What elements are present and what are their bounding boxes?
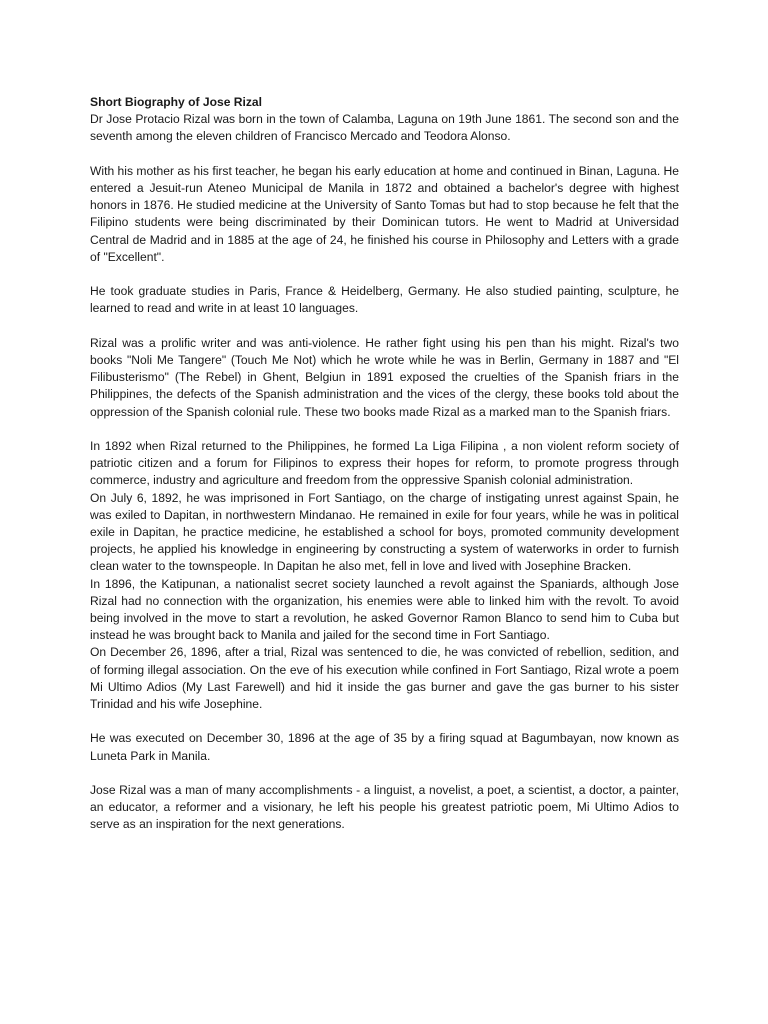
paragraph-birth: Dr Jose Protacio Rizal was born in the town of Calamba, Laguna on 19th June 1861. The second son and the seventh among the eleven children of Francisco Mercado and Teodora Alonso. xyxy=(90,112,679,144)
paragraph-trial: On December 26, 1896, after a trial, Rizal was sentenced to die, he was convicted of rebellion, sedition, and of forming illegal association. On the eve of his execution while confined in Fort Santiago, Rizal wrote a poem Mi Ultimo Adios (My Last Farewell) and hid it inside the gas burner and gave the gas burner to his sister Trinidad and his wife Josephine. xyxy=(90,645,679,712)
paragraph-katipunan: In 1896, the Katipunan, a nationalist secret society launched a revolt against the Spaniards, although Jose Rizal had no connection with the organization, his enemies were able to linked him with the revolt. To avoid being involved in the move to start a revolution, he asked Governor Ramon Blanco to send him to Cuba but instead he was brought back to Manila and jailed for the second time in Fort Santiago. xyxy=(90,576,679,643)
document-page xyxy=(90,94,679,834)
paragraph-education: With his mother as his first teacher, he began his early education at home and continued in Binan, Laguna. He entered a Jesuit-run Ateneo Municipal de Manila in 1872 and obtained a bachelor's degree with highest honors in 1876. He studied medicine at the University of Santo Tomas but had to stop because he felt that the Filipino students were being discriminated by their Dominican tutors. He went to Madrid at Universidad Central de Madrid and in 1885 at the age of 24, he finished his course in Philosophy and Letters with a grade of "Excellent". xyxy=(90,163,679,264)
document-title: Short Biography of Jose Rizal xyxy=(90,95,263,109)
paragraph-graduate-studies: He took graduate studies in Paris, France & Heidelberg, Germany. He also studied painting, sculpture, he learned to read and write in at least 10 languages. xyxy=(90,284,679,316)
paragraph-legacy: Jose Rizal was a man of many accomplishments - a linguist, a novelist, a poet, a scientist, a doctor, a painter, an educator, a reformer and a visionary, he left his people his greatest patriotic poem, Mi Ultimo Adios to serve as an inspiration for the next generations. xyxy=(90,783,679,832)
paragraph-execution: He was executed on December 30, 1896 at the age of 35 by a firing squad at Bagumbayan, now known as Luneta Park in Manila. xyxy=(90,731,679,763)
paragraph-la-liga-filipina: In 1892 when Rizal returned to the Philippines, he formed La Liga Filipina , a non violent reform society of patriotic citizen and a forum for Filipinos to express their hopes for reform, to promote progress through commerce, industry and agriculture and freedom from the oppressive Spanish colonial administration. xyxy=(90,439,679,488)
paragraph-exile: On July 6, 1892, he was imprisoned in Fort Santiago, on the charge of instigating unrest against Spain, he was exiled to Dapitan, in northwestern Mindanao. He remained in exile for four years, while he was in political exile in Dapitan, he practice medicine, he established a school for boys, promoted community development projects, he applied his knowledge in engineering by constructing a system of waterworks in order to furnish clean water to the townspeople. In Dapitan he also met, fell in love and lived with Josephine Bracken. xyxy=(90,490,679,574)
paragraph-writings: Rizal was a prolific writer and was anti-violence. He rather fight using his pen than his might. Rizal's two books "Noli Me Tangere" (Touch Me Not) which he wrote while he was in Berlin, Germany in 1887 and "El Filibusterismo" (The Rebel) in Ghent, Belgiun in 1891 exposed the cruelties of the Spanish friars in the Philippines, the defects of the Spanish administration and the vices of the clergy, these books told about the oppression of the Spanish colonial rule. These two books made Rizal as a marked man to the Spanish friars. xyxy=(90,335,679,419)
